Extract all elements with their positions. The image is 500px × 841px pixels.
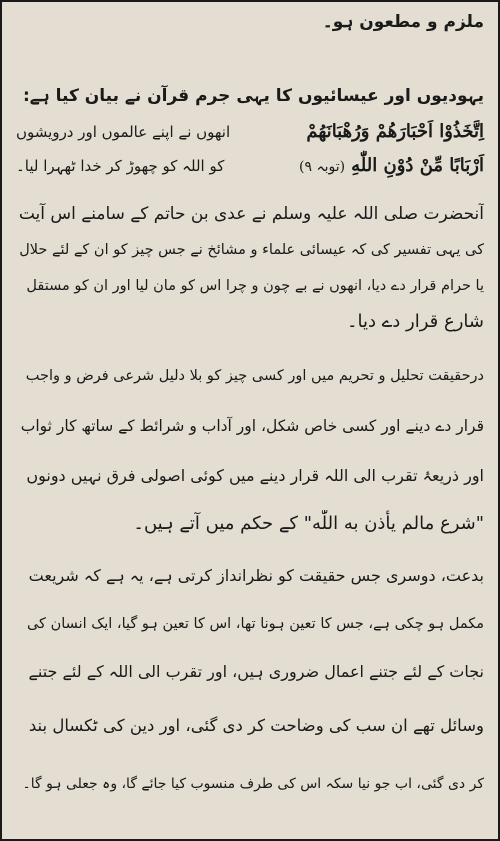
- paragraph-3-line-4: وسائل تھے ان سب کی وضاحت کر دی گئی، اور دین کی ٹکسال بند: [28, 716, 484, 735]
- verse-arabic-1: اِتَّخَذُوْا اَحْبَارَهُمْ وَرُهْبَانَهُمْ: [306, 121, 484, 142]
- verse-arabic-2-text: اَرْبَابًا مِّنْ دُوْنِ اللّٰهِ: [351, 155, 484, 176]
- paragraph-2-line-2: قرار دے دینے اور کسی خاص شکل، اور آداب و شرائط کے ساتھ کار ثواب: [20, 417, 484, 435]
- intro-line: یہودیوں اور عیسائیوں کا یہی جرم قرآن نے بیان کیا ہے:: [22, 86, 484, 106]
- paragraph-2-line-3: اور ذریعۂ تقرب الی اللہ قرار دینے میں کوئی اصولی فرق نہیں دونوں: [26, 466, 484, 485]
- verse-line-1: [16, 118, 484, 148]
- verse-translation-2: کو اللہ کو چھوڑ کر خدا ٹھہرا لیا۔: [16, 157, 225, 175]
- paragraph-3-line-1: بدعت، دوسری جس حقیقت کو نظرانداز کرتی ہے، یہ ہے کہ شریعت: [28, 566, 484, 585]
- paragraph-3-line-2: مکمل ہو چکی ہے، جس کا تعین ہونا تھا، اس کا تعین ہو گیا، ایک انسان کی: [26, 616, 484, 632]
- verse-translation-1: انھوں نے اپنے عالموں اور درویشوں: [16, 123, 231, 141]
- verse-arabic-2: [299, 152, 484, 181]
- paragraph-1-line-1: آنحضرت صلی اللہ علیہ وسلم نے عدی بن حاتم کے سامنے اس آیت: [18, 204, 484, 224]
- page-heading: ملزم و مطعون ہو۔: [322, 12, 484, 32]
- paragraph-2-line-4: "شرع مالم یأذن به اللّٰه" کے حکم میں آتے ہیں۔: [133, 513, 484, 534]
- paragraph-1-line-2: کی یہی تفسیر کی کہ عیسائی علماء و مشائخ نے جس چیز کو ان کے لئے حلال: [19, 242, 484, 258]
- paragraph-3-line-5: کر دی گئی، اب جو نیا سکہ اس کی طرف منسوب کیا جائے گا، وہ جعلی ہو گا۔: [22, 776, 484, 792]
- paragraph-1-line-4: شارع قرار دے دیا۔: [346, 311, 484, 332]
- verse-reference: (توبہ ۹): [299, 159, 346, 175]
- paragraph-1-line-3: یا حرام قرار دے دیا، انھوں نے بے چون و چرا اس کو مان لیا اور ان کو مستقل: [26, 278, 484, 294]
- verse-line-2: [16, 152, 484, 182]
- paragraph-3-line-3: نجات کے لئے جتنے اعمال ضروری ہیں، اور تقرب الی اللہ کے لئے جتنے: [28, 662, 484, 681]
- paragraph-2-line-1: درحقیقت تحلیل و تحریم میں اور کسی چیز کو بلا دلیل شرعی فرض و واجب: [25, 368, 484, 384]
